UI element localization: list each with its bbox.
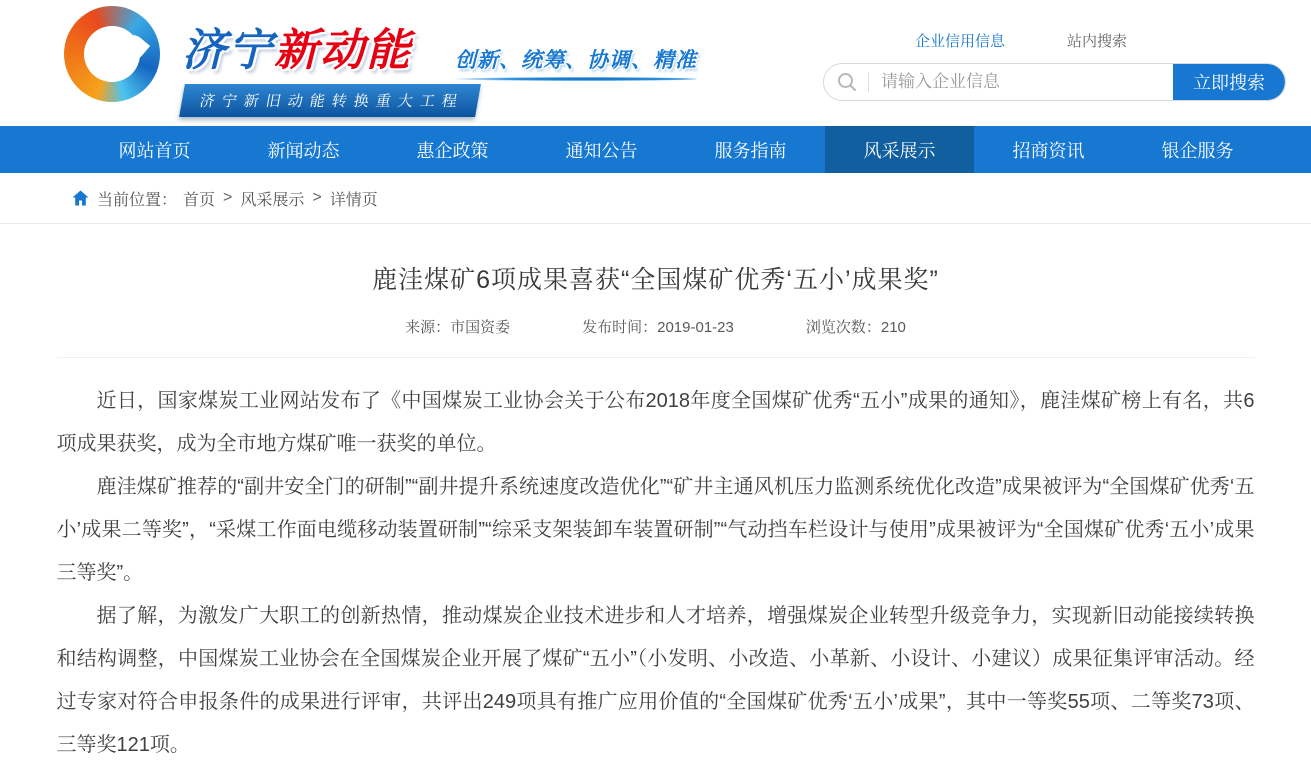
main-nav (0, 126, 1311, 173)
logo-title (182, 14, 478, 78)
logo-title-part1: 济宁 (182, 26, 274, 75)
breadcrumb (0, 173, 1311, 224)
logo-title-part2: 新动能 (274, 26, 412, 75)
slogan-text: 创新、统筹、协调、精准 (455, 49, 697, 72)
nav-item-policies[interactable]: 惠企政策 (416, 140, 489, 161)
search-input[interactable] (881, 72, 1173, 92)
slogan-block (455, 44, 697, 81)
article-title: 鹿洼煤矿6项成果喜获“全国煤矿优秀‘五小’成果奖” (372, 266, 939, 294)
nav-item-notices[interactable]: 通知公告 (565, 140, 638, 161)
logo-subtitle-ribbon: 济宁新旧动能转换重大工程 (179, 84, 481, 117)
breadcrumb-separator: > (223, 189, 233, 206)
link-enterprise-credit[interactable]: 企业信用信息 (915, 33, 1006, 50)
search-bar (823, 63, 1286, 101)
home-icon (72, 190, 89, 206)
article-paragraph: 鹿洼煤矿推荐的“副井安全门的研制”“副井提升系统速度改造优化”“矿井主通风机压力监测系统优化改造”成果被评为“全国煤矿优秀‘五小’成果二等奖”，“采煤工作面电缆移动装置研制”“综采支架装卸车装置研制”“气动挡车栏设计与使用”成果被评为“全国煤矿优秀‘五小’成果三等奖”。 (56, 476, 1255, 584)
search-submit-button[interactable]: 立即搜索 (1173, 63, 1285, 101)
article-source: 来源：市国资委 (405, 319, 511, 336)
nav-item-investment[interactable]: 招商资讯 (1012, 140, 1085, 161)
site-logo[interactable] (64, 6, 478, 117)
breadcrumb-showcase[interactable]: 风采展示 (240, 191, 305, 209)
breadcrumb-separator: > (312, 189, 322, 206)
article-view-count: 浏览次数：210 (805, 319, 906, 336)
article-divider (57, 357, 1255, 358)
slogan-underline (455, 77, 697, 81)
nav-item-bank-services[interactable]: 银企服务 (1161, 140, 1234, 161)
breadcrumb-prefix: 当前位置： (97, 191, 178, 209)
article-paragraph: 据了解，为激发广大职工的创新热情，推动煤炭企业技术进步和人才培养，增强煤炭企业转型升级竞争力，实现新旧动能接续转换和结构调整，中国煤炭工业协会在全国煤炭企业开展了煤矿“五小”（小发明、小改造、小革新、小设计、小建议）成果征集评审活动。经过专家对符合申报条件的成果进行评审，共评出249项具有推广应用价值的“全国煤矿优秀‘五小’成果”，其中一等奖55项、二等奖73项、三等奖121项。 (56, 605, 1255, 756)
link-site-search[interactable]: 站内搜索 (1067, 33, 1128, 50)
nav-item-news[interactable]: 新闻动态 (267, 140, 340, 161)
article-body (57, 380, 1255, 767)
nav-item-showcase[interactable]: 风采展示 (825, 126, 974, 173)
article-paragraph: 近日，国家煤炭工业网站发布了《中国煤炭工业协会关于公布2018年度全国煤矿优秀“五小”成果的通知》，鹿洼煤矿榜上有名，共6项成果获奖，成为全市地方煤矿唯一获奖的单位。 (56, 390, 1255, 455)
top-links (915, 30, 1127, 51)
article-publish-date: 发布时间：2019-01-23 (582, 319, 734, 336)
search-divider (868, 72, 869, 92)
nav-item-service-guide[interactable]: 服务指南 (714, 140, 787, 161)
phoenix-logo-icon (64, 6, 160, 102)
article-meta (57, 316, 1255, 337)
article (57, 260, 1255, 767)
breadcrumb-detail[interactable]: 详情页 (329, 191, 378, 209)
nav-item-home[interactable]: 网站首页 (118, 140, 191, 161)
search-icon (836, 71, 858, 93)
site-header (0, 0, 1311, 126)
breadcrumb-home[interactable]: 首页 (183, 191, 216, 209)
logo-text (182, 6, 478, 117)
